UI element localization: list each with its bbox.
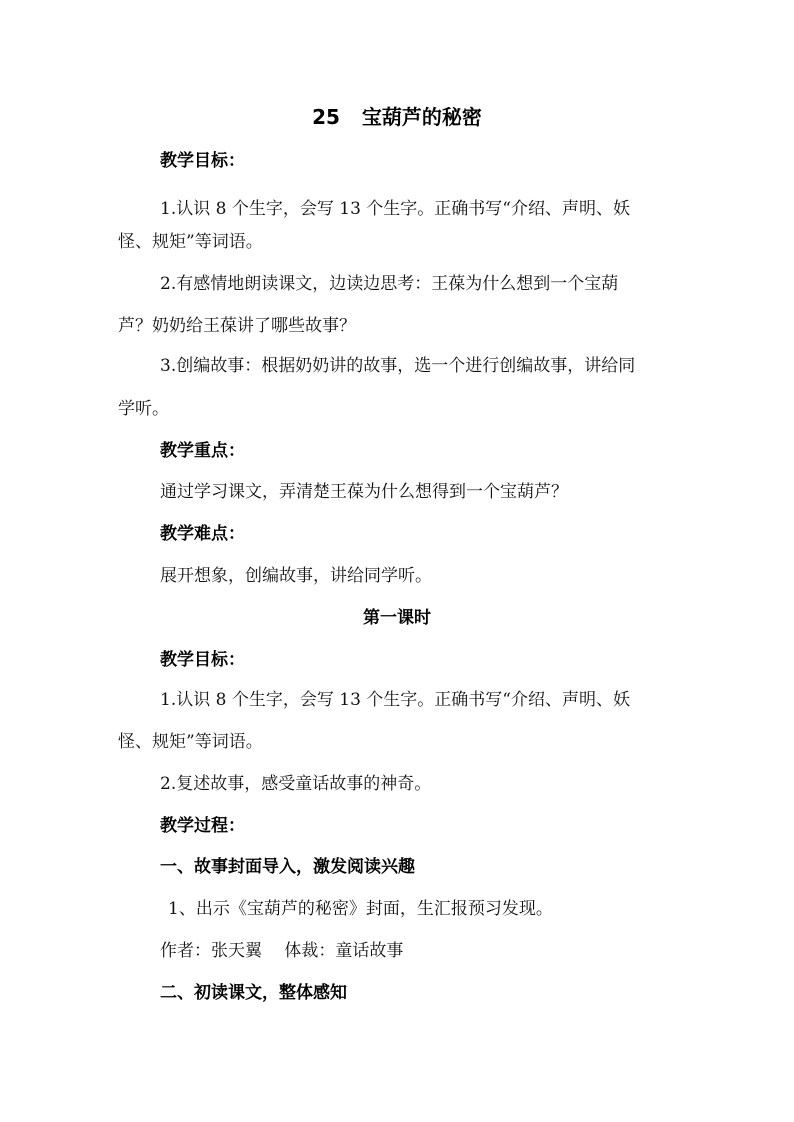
document-title <box>0 105 794 129</box>
lesson-goals-heading: 教学目标： <box>160 650 245 670</box>
goal-2-line-2: 芦？奶奶给王葆讲了哪些故事？ <box>118 316 356 336</box>
section-1-item-1: 1、出示《宝葫芦的秘密》封面，生汇报预习发现。 <box>168 899 553 919</box>
lesson-goal-1-line-1: 1.认识 8 个生字，会写 13 个生字。正确书写“介绍、声明、妖 <box>160 690 630 710</box>
title-text: 宝葫芦的秘密 <box>361 105 482 129</box>
lesson-goal-1-line-2: 怪、规矩”等词语。 <box>118 732 263 752</box>
key-points-text: 通过学习课文，弄清楚王葆为什么想得到一个宝葫芦？ <box>160 482 568 502</box>
goal-1-line-2: 怪、规矩”等词语。 <box>118 232 263 252</box>
author-genre-line: 作者：张天翼 体裁：童话故事 <box>160 941 404 961</box>
goal-1-line-1: 1.认识 8 个生字，会写 13 个生字。正确书写“介绍、声明、妖 <box>160 199 630 219</box>
goal-3-line-2: 学听。 <box>118 399 169 419</box>
section-1-heading: 一、故事封面导入，激发阅读兴趣 <box>160 857 415 877</box>
goals-heading: 教学目标： <box>160 151 245 171</box>
lesson-goal-2: 2.复述故事，感受童话故事的神奇。 <box>160 774 432 794</box>
process-heading: 教学过程： <box>160 816 245 836</box>
lesson-heading: 第一课时 <box>363 608 431 628</box>
title-number: 25 <box>312 105 340 129</box>
section-2-heading: 二、初读课文，整体感知 <box>160 983 347 1003</box>
difficulty-heading: 教学难点： <box>160 524 245 544</box>
key-points-heading: 教学重点： <box>160 441 245 461</box>
difficulty-text: 展开想象，创编故事，讲给同学听。 <box>160 566 432 586</box>
goal-3-line-1: 3.创编故事：根据奶奶讲的故事，选一个进行创编故事，讲给同 <box>160 356 636 376</box>
goal-2-line-1: 2.有感情地朗读课文，边读边思考：王葆为什么想到一个宝葫 <box>160 274 619 294</box>
